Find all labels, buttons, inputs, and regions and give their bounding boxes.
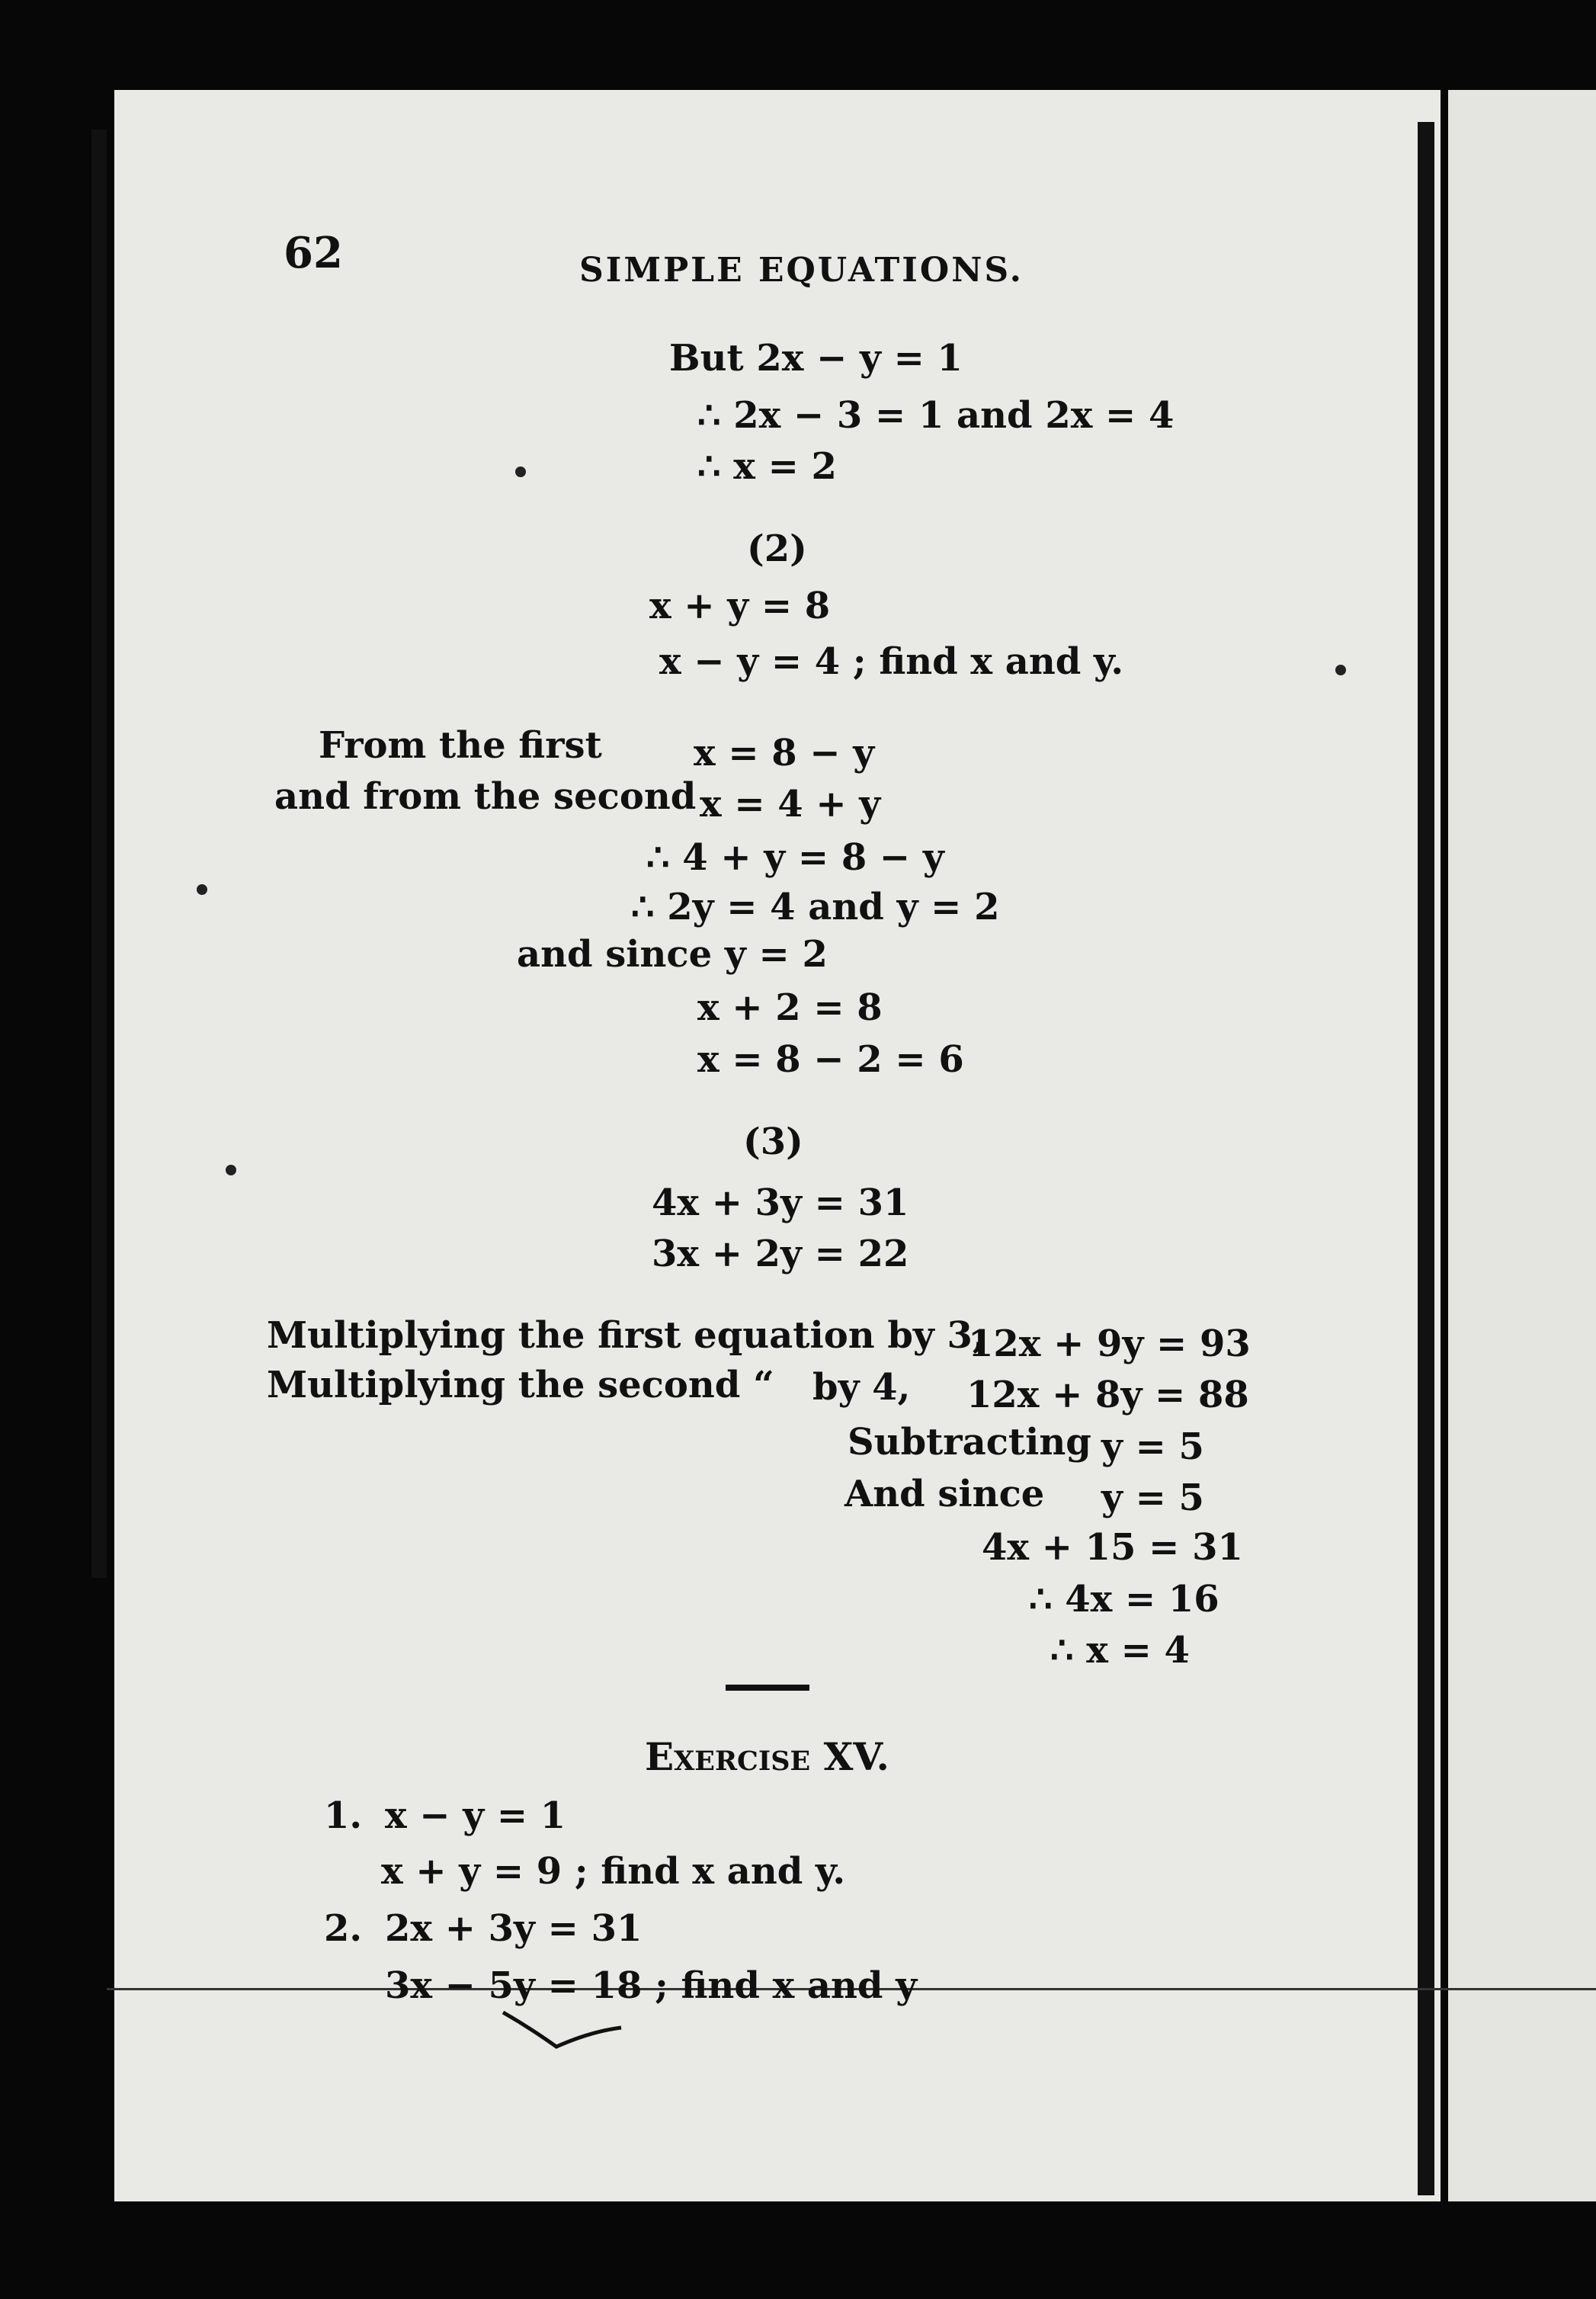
exercise-line: 3x − 5y = 18 ; find x and y xyxy=(385,1964,918,2007)
text-line: And since xyxy=(844,1473,1045,1515)
equation-line: and since y = 2 xyxy=(517,933,828,976)
equation-line: ∴ x = 2 xyxy=(697,445,837,488)
equation-line: ∴ 4 + y = 8 − y xyxy=(646,836,944,879)
exercise-line: x + y = 9 ; find x and y. xyxy=(381,1850,846,1893)
equation-line: x = 8 − 2 = 6 xyxy=(697,1038,964,1081)
equation-line: ∴ 2x − 3 = 1 and 2x = 4 xyxy=(697,394,1175,437)
equation-line: 4x + 3y = 31 xyxy=(652,1182,909,1224)
equation-line: y = 5 xyxy=(1101,1425,1204,1468)
equation-line: y = 5 xyxy=(1101,1477,1204,1519)
exercise-number: 2. xyxy=(324,1907,363,1950)
exercise-number: 1. xyxy=(324,1794,363,1837)
example-label: (3) xyxy=(743,1121,803,1163)
text-line: by 4, xyxy=(812,1366,911,1409)
example-label: (2) xyxy=(747,527,807,570)
section-divider xyxy=(726,1685,809,1691)
equation-line: x + y = 8 xyxy=(649,585,831,627)
equation-line: x + 2 = 8 xyxy=(697,986,883,1029)
ink-speck xyxy=(1335,665,1346,675)
text-line: Subtracting xyxy=(848,1421,1091,1464)
ink-speck xyxy=(515,467,526,477)
text-line: Multiplying the first equation by 3, xyxy=(267,1314,985,1357)
page-right-edge xyxy=(1448,90,1596,2201)
exercise-line: x − y = 1 xyxy=(385,1794,566,1837)
page-number: 62 xyxy=(284,228,343,278)
ink-speck xyxy=(197,884,207,895)
equation-line: 4x + 15 = 31 xyxy=(982,1526,1243,1569)
pen-scratch-mark xyxy=(499,2005,636,2058)
equation-line: 3x + 2y = 22 xyxy=(652,1233,909,1275)
equation-line: x = 4 + y xyxy=(700,783,881,826)
exercise-title: Exercise XV. xyxy=(645,1734,889,1779)
running-head: SIMPLE EQUATIONS. xyxy=(579,251,1024,290)
ink-speck xyxy=(226,1165,236,1175)
equation-line: x = 8 − y xyxy=(694,732,875,774)
text-line: Multiplying the second “ xyxy=(267,1364,774,1406)
equation-line: x − y = 4 ; find x and y. xyxy=(659,640,1124,683)
equation-line: But 2x − y = 1 xyxy=(669,337,963,380)
equation-line: ∴ 2y = 4 and y = 2 xyxy=(631,886,1000,928)
book-gutter xyxy=(1418,122,1434,2195)
page-left-edge xyxy=(91,130,107,1578)
equation-line: ∴ 4x = 16 xyxy=(1029,1578,1219,1621)
exercise-line: 2x + 3y = 31 xyxy=(385,1907,643,1950)
equation-line: 12x + 8y = 88 xyxy=(966,1374,1249,1416)
equation-line: ∴ x = 4 xyxy=(1050,1629,1190,1672)
equation-line: 12x + 9y = 93 xyxy=(968,1323,1251,1365)
text-line: From the first xyxy=(319,724,602,767)
text-line: and from the second xyxy=(274,775,697,818)
